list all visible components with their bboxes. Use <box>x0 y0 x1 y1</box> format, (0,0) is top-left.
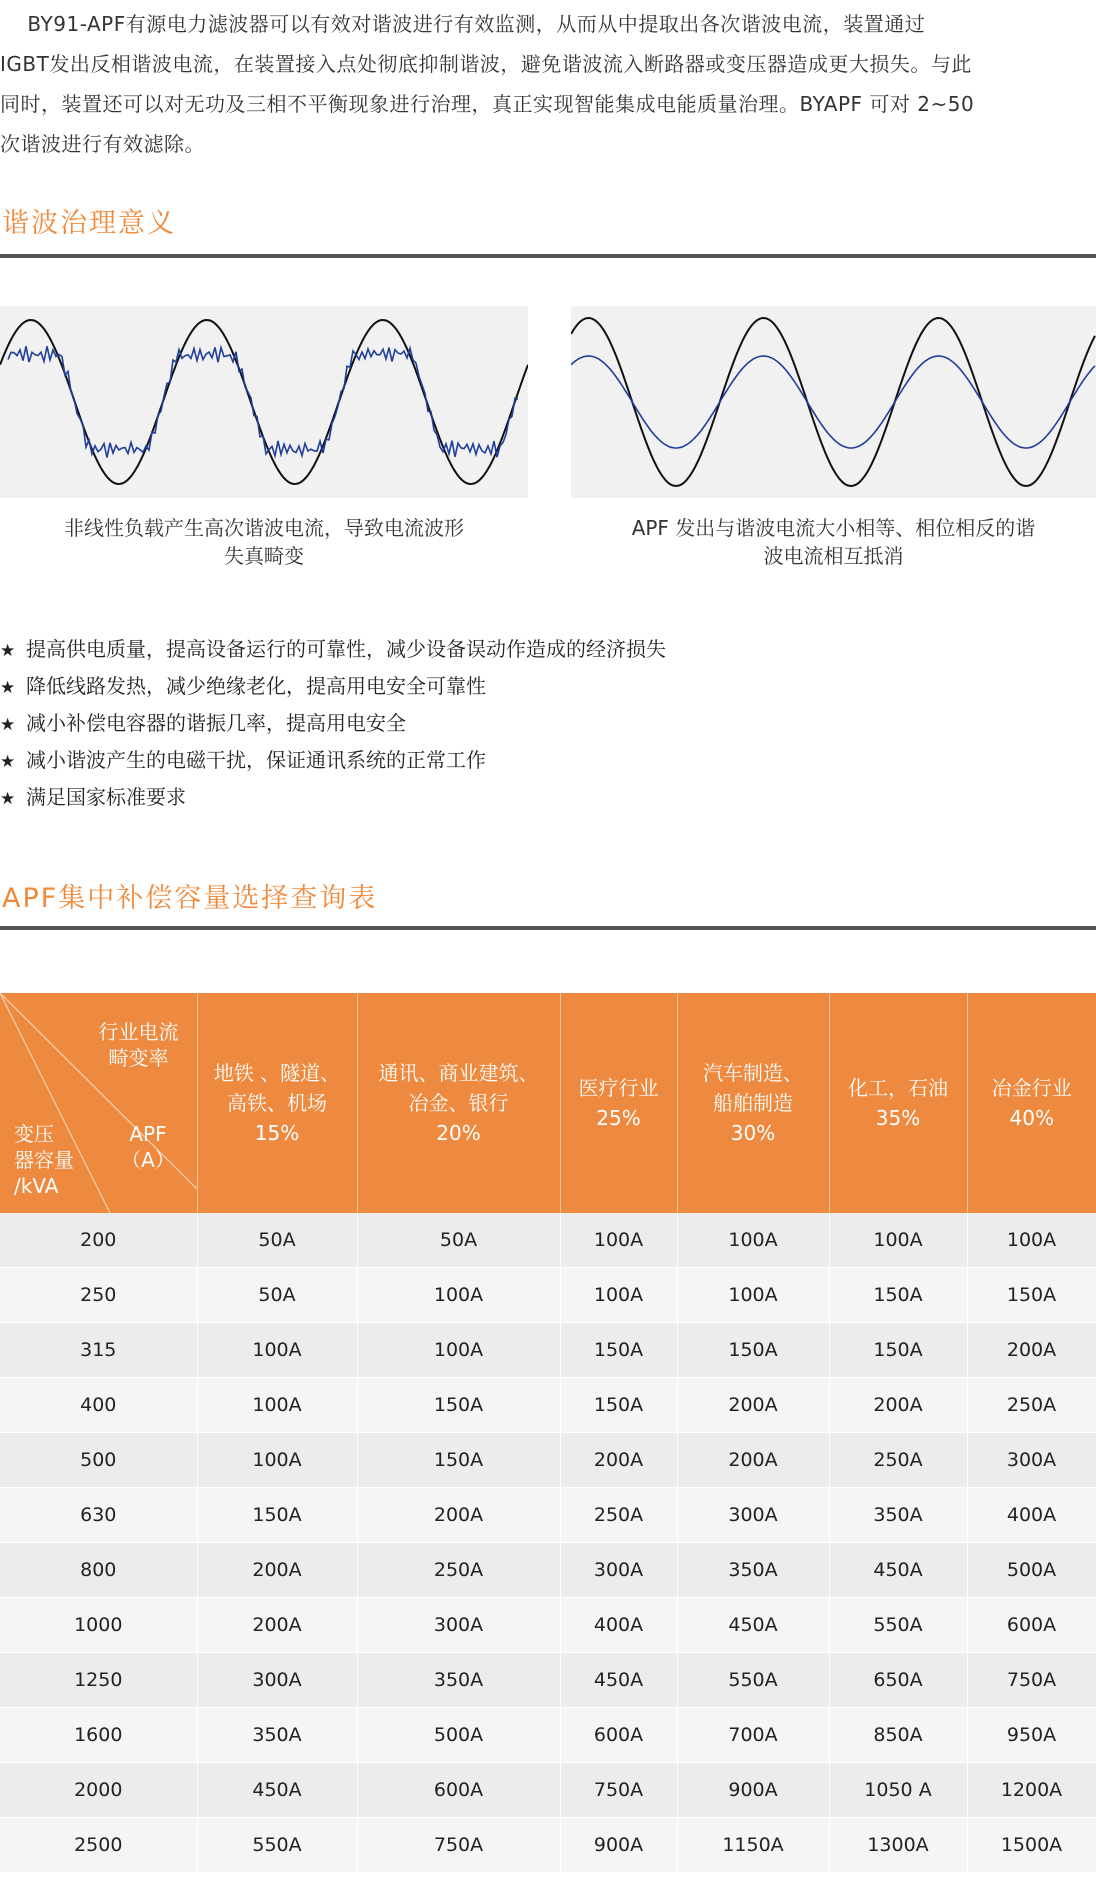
star-icon: ★ <box>0 752 16 772</box>
apf-capacity-cell: 500A <box>967 1543 1096 1598</box>
column-name: 船舶制造 <box>713 1091 793 1115</box>
column-distortion-rate: 35% <box>875 1106 921 1130</box>
apf-capacity-cell: 600A <box>357 1763 560 1818</box>
apf-capacity-cell: 1300A <box>829 1818 967 1873</box>
apf-capacity-cell: 150A <box>357 1433 560 1488</box>
apf-capacity-cell: 250A <box>829 1433 967 1488</box>
corner-label-transformer <box>14 1121 74 1199</box>
corner-text: APF <box>129 1122 167 1146</box>
apf-capacity-cell: 300A <box>560 1543 677 1598</box>
apf-capacity-cell: 200A <box>197 1543 357 1598</box>
table-row <box>0 1378 1096 1433</box>
apf-capacity-cell: 900A <box>677 1763 829 1818</box>
column-name: 地铁 、隧道、 <box>213 1061 341 1085</box>
apf-capacity-cell: 100A <box>560 1213 677 1268</box>
column-header <box>829 993 967 1213</box>
apf-capacity-cell: 1200A <box>967 1763 1096 1818</box>
intro-line: IGBT发出反相谐波电流，在装置接入点处彻底抑制谐波，避免谐波流入断路器或变压器造成更大损失。与此 <box>0 52 972 76</box>
apf-capacity-cell: 150A <box>357 1378 560 1433</box>
apf-capacity-cell: 500A <box>357 1708 560 1763</box>
cancel-waveform-svg <box>571 306 1096 498</box>
star-icon: ★ <box>0 789 16 809</box>
apf-capacity-cell: 850A <box>829 1708 967 1763</box>
table-row <box>0 1598 1096 1653</box>
transformer-capacity-cell: 1000 <box>0 1598 197 1653</box>
apf-capacity-cell: 100A <box>197 1378 357 1433</box>
table-body <box>0 1213 1096 1873</box>
list-item <box>0 780 666 817</box>
apf-capacity-cell: 200A <box>357 1488 560 1543</box>
apf-capacity-cell: 100A <box>357 1323 560 1378</box>
column-header <box>357 993 560 1213</box>
apf-capacity-cell: 550A <box>197 1818 357 1873</box>
table-row <box>0 1763 1096 1818</box>
table-row <box>0 1543 1096 1598</box>
apf-capacity-cell: 150A <box>829 1323 967 1378</box>
list-item <box>0 669 666 706</box>
star-icon: ★ <box>0 641 16 661</box>
apf-capacity-cell: 350A <box>197 1708 357 1763</box>
section-title-harmonic: 谐波治理意义 <box>2 208 176 239</box>
table-row <box>0 1488 1096 1543</box>
table-row <box>0 1268 1096 1323</box>
apf-capacity-cell: 200A <box>967 1323 1096 1378</box>
apf-capacity-cell: 250A <box>357 1543 560 1598</box>
apf-capacity-cell: 650A <box>829 1653 967 1708</box>
intro-line: 同时，装置还可以对无功及三相不平衡现象进行治理，真正实现智能集成电能质量治理。BYAPF 可对 2~50 <box>0 92 975 116</box>
table-row <box>0 1818 1096 1873</box>
table-row <box>0 1708 1096 1763</box>
corner-text: 变压 <box>14 1122 54 1146</box>
apf-capacity-cell: 600A <box>967 1598 1096 1653</box>
distorted-waveform-svg <box>0 306 528 498</box>
apf-capacity-cell: 350A <box>829 1488 967 1543</box>
apf-capacity-cell: 200A <box>829 1378 967 1433</box>
apf-capacity-cell: 150A <box>560 1378 677 1433</box>
apf-capacity-cell: 100A <box>967 1213 1096 1268</box>
table-header-row <box>0 993 1096 1213</box>
apf-capacity-cell: 250A <box>560 1488 677 1543</box>
column-distortion-rate: 40% <box>1009 1106 1054 1130</box>
column-name: 冶金、银行 <box>408 1091 509 1115</box>
column-name: 高铁、机场 <box>227 1091 327 1115</box>
list-item-text: 满足国家标准要求 <box>26 785 186 809</box>
apf-capacity-cell: 750A <box>967 1653 1096 1708</box>
corner-label-distortion <box>89 1019 189 1071</box>
apf-capacity-cell: 700A <box>677 1708 829 1763</box>
transformer-capacity-cell: 250 <box>0 1268 197 1323</box>
transformer-capacity-cell: 1600 <box>0 1708 197 1763</box>
apf-capacity-cell: 50A <box>357 1213 560 1268</box>
column-distortion-rate: 30% <box>730 1121 776 1145</box>
column-header <box>677 993 829 1213</box>
sine-wave <box>571 318 1095 486</box>
column-distortion-rate: 15% <box>254 1121 300 1145</box>
apf-capacity-cell: 750A <box>357 1818 560 1873</box>
intro-line: 次谐波进行有效滤除。 <box>0 132 205 156</box>
corner-text: /kVA <box>14 1174 59 1198</box>
column-name: 医疗行业 <box>578 1076 659 1100</box>
apf-capacity-cell: 100A <box>197 1323 357 1378</box>
transformer-capacity-cell: 2500 <box>0 1818 197 1873</box>
intro-paragraph <box>0 4 1092 164</box>
table-row <box>0 1213 1096 1268</box>
apf-capacity-cell: 450A <box>677 1598 829 1653</box>
apf-capacity-cell: 250A <box>967 1378 1096 1433</box>
transformer-capacity-cell: 315 <box>0 1323 197 1378</box>
sine-wave <box>0 320 528 484</box>
benefits-list <box>0 632 666 817</box>
apf-capacity-cell: 350A <box>677 1543 829 1598</box>
apf-capacity-cell: 450A <box>560 1653 677 1708</box>
star-icon: ★ <box>0 678 16 698</box>
column-header <box>197 993 357 1213</box>
figure-caption-right <box>571 514 1096 570</box>
apf-capacity-cell: 150A <box>829 1268 967 1323</box>
section-divider <box>0 254 1096 258</box>
apf-capacity-cell: 100A <box>197 1433 357 1488</box>
apf-capacity-table <box>0 993 1096 1873</box>
apf-capacity-cell: 900A <box>560 1818 677 1873</box>
section-divider <box>0 926 1096 930</box>
cancel-waveform-figure <box>571 306 1096 498</box>
apf-capacity-cell: 1050 A <box>829 1763 967 1818</box>
column-distortion-rate: 25% <box>596 1106 641 1130</box>
column-name: 化工，石油 <box>848 1076 948 1100</box>
compensation-wave <box>571 356 1095 448</box>
apf-capacity-cell: 150A <box>560 1323 677 1378</box>
column-distortion-rate: 20% <box>436 1121 481 1145</box>
list-item <box>0 632 666 669</box>
column-header <box>560 993 677 1213</box>
transformer-capacity-cell: 800 <box>0 1543 197 1598</box>
apf-capacity-cell: 1500A <box>967 1818 1096 1873</box>
caption-line: 波电流相互抵消 <box>763 544 904 568</box>
table-row <box>0 1323 1096 1378</box>
apf-capacity-cell: 200A <box>677 1433 829 1488</box>
transformer-capacity-cell: 500 <box>0 1433 197 1488</box>
apf-capacity-cell: 750A <box>560 1763 677 1818</box>
list-item-text: 提高供电质量，提高设备运行的可靠性，减少设备误动作造成的经济损失 <box>26 637 666 661</box>
list-item <box>0 743 666 780</box>
transformer-capacity-cell: 200 <box>0 1213 197 1268</box>
apf-capacity-cell: 400A <box>967 1488 1096 1543</box>
distorted-waveform-figure <box>0 306 528 498</box>
apf-capacity-cell: 50A <box>197 1213 357 1268</box>
transformer-capacity-cell: 630 <box>0 1488 197 1543</box>
corner-text: 行业电流 <box>98 1020 179 1044</box>
apf-capacity-cell: 550A <box>829 1598 967 1653</box>
list-item-text: 降低线路发热，减少绝缘老化，提高用电安全可靠性 <box>26 674 486 698</box>
apf-capacity-cell: 600A <box>560 1708 677 1763</box>
apf-capacity-cell: 50A <box>197 1268 357 1323</box>
apf-capacity-cell: 550A <box>677 1653 829 1708</box>
column-name: 汽车制造、 <box>703 1061 803 1085</box>
list-item-text: 减小谐波产生的电磁干扰，保证通讯系统的正常工作 <box>26 748 486 772</box>
apf-capacity-cell: 100A <box>357 1268 560 1323</box>
intro-line: BY91-APF有源电力滤波器可以有效对谐波进行有效监测，从而从中提取出各次谐波电流，装置通过 <box>0 12 926 36</box>
column-header <box>967 993 1096 1213</box>
list-item <box>0 706 666 743</box>
apf-capacity-cell: 300A <box>967 1433 1096 1488</box>
table-row <box>0 1653 1096 1708</box>
transformer-capacity-cell: 400 <box>0 1378 197 1433</box>
corner-text: 器容量 <box>14 1148 74 1172</box>
apf-capacity-cell: 100A <box>677 1213 829 1268</box>
apf-capacity-cell: 200A <box>560 1433 677 1488</box>
caption-line: APF 发出与谐波电流大小相等、相位相反的谐 <box>631 516 1036 540</box>
apf-capacity-cell: 950A <box>967 1708 1096 1763</box>
column-name: 通讯、商业建筑、 <box>378 1061 539 1085</box>
star-icon: ★ <box>0 715 16 735</box>
apf-capacity-cell: 200A <box>197 1598 357 1653</box>
column-name: 冶金行业 <box>991 1076 1072 1100</box>
apf-capacity-cell: 300A <box>677 1488 829 1543</box>
table-corner-header <box>0 993 197 1213</box>
apf-capacity-cell: 350A <box>357 1653 560 1708</box>
figure-caption-left <box>0 514 528 570</box>
list-item-text: 减小补偿电容器的谐振几率，提高用电安全 <box>26 711 406 735</box>
apf-capacity-cell: 450A <box>197 1763 357 1818</box>
apf-capacity-cell: 300A <box>197 1653 357 1708</box>
transformer-capacity-cell: 2000 <box>0 1763 197 1818</box>
apf-capacity-cell: 400A <box>560 1598 677 1653</box>
apf-capacity-cell: 150A <box>677 1323 829 1378</box>
apf-capacity-cell: 1150A <box>677 1818 829 1873</box>
caption-line: 非线性负载产生高次谐波电流，导致电流波形 <box>64 516 464 540</box>
apf-capacity-cell: 100A <box>560 1268 677 1323</box>
apf-capacity-cell: 150A <box>967 1268 1096 1323</box>
transformer-capacity-cell: 1250 <box>0 1653 197 1708</box>
apf-capacity-cell: 100A <box>677 1268 829 1323</box>
corner-label-apf <box>120 1121 176 1173</box>
apf-capacity-cell: 450A <box>829 1543 967 1598</box>
apf-capacity-cell: 200A <box>677 1378 829 1433</box>
corner-text: （A） <box>121 1148 175 1172</box>
section-title-capacity-table: APF集中补偿容量选择查询表 <box>2 883 378 914</box>
apf-capacity-cell: 100A <box>829 1213 967 1268</box>
table-row <box>0 1433 1096 1488</box>
caption-line: 失真畸变 <box>224 544 304 568</box>
apf-capacity-cell: 150A <box>197 1488 357 1543</box>
corner-text: 畸变率 <box>108 1046 169 1070</box>
apf-capacity-cell: 300A <box>357 1598 560 1653</box>
